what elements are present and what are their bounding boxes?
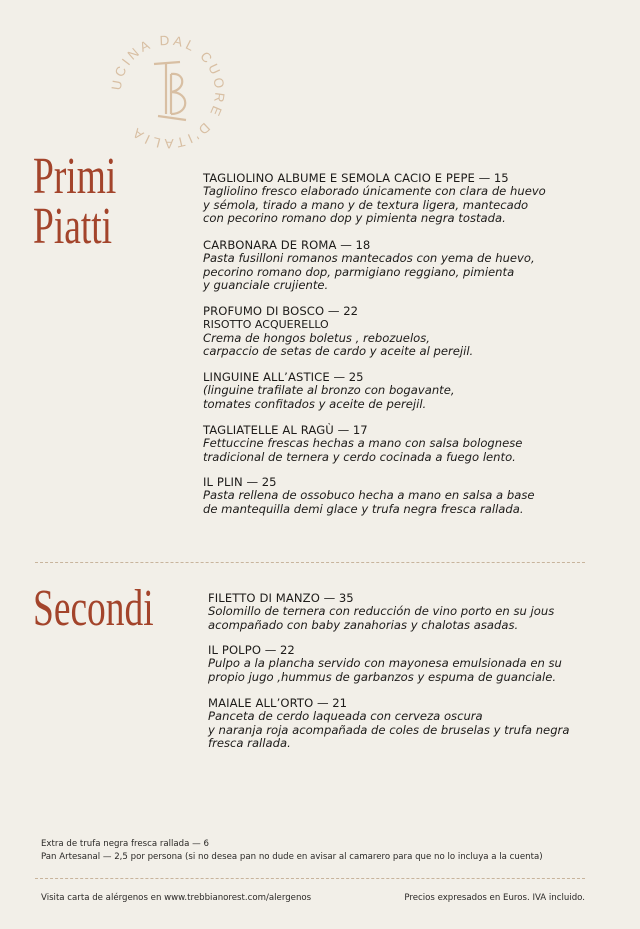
footer-divider [35, 878, 585, 879]
menu-item: FILETTO DI MANZO — 35 Solomillo de ternera con reducción de vino porto en su jous acompañado con baby zanahorias y chalotas asadas. [208, 591, 555, 632]
section-title-secondi: Secondi [33, 580, 154, 637]
menu-item: LINGUINE ALL’ASTICE — 25 (linguine trafilate al bronzo con bogavante, tomates confitados y aceite de perejil. [203, 370, 455, 411]
section-title-primi-piatti: Primi Piatti [33, 148, 117, 255]
svg-text:CUCINA DAL CUORE D'ITALIA [108, 32, 227, 151]
menu-item: IL POLPO — 22 Pulpo a la plancha servido con mayonesa emulsionada en su propio jugo ,hummus de garbanzos y espuma de guanciale. [208, 643, 562, 684]
allergens-link[interactable]: Visita carta de alérgenos en www.trebbianorest.com/alergenos [41, 893, 312, 903]
section-divider [35, 562, 585, 563]
logo-circle-text: UCINA DAL CUORE D'ITALIA [108, 32, 228, 152]
menu-item: PROFUMO DI BOSCO — 22 RISOTTO ACQUERELLO Crema de hongos boletus , rebozuelos, carpaccio de setas de cardo y aceite al perejil. [203, 304, 474, 359]
prices-note: Precios expresados en Euros. IVA incluido. [404, 893, 585, 903]
menu-item: CARBONARA DE ROMA — 18 Pasta fusilloni romanos mantecados con yema de huevo, pecorino romano dop, parmigiano reggiano, pimienta y guanciale crujiente. [203, 238, 535, 293]
restaurant-logo [108, 32, 228, 152]
menu-item: IL PLIN — 25 Pasta rellena de ossobuco hecha a mano en salsa a base de mantequilla demi glace y trufa negra fresca rallada. [203, 475, 535, 516]
extra-truffle-note: Extra de trufa negra fresca rallada — 6 [41, 839, 209, 849]
menu-item: TAGLIOLINO ALBUME E SEMOLA CACIO E PEPE — 15 Tagliolino fresco elaborado únicamente con clara de huevo y sémola, tirado a mano y de textura ligera, mantecado con pecorino romano dop y pimienta negra tostada. [203, 171, 546, 226]
menu-item: TAGLIATELLE AL RAGÙ — 17 Fettuccine frescas hechas a mano con salsa bolognese tradicional de ternera y cerdo cocinada a fuego lento. [203, 423, 523, 464]
menu-item: MAIALE ALL’ORTO — 21 Panceta de cerdo laqueada con cerveza oscura y naranja roja acompañada de coles de bruselas y trufa negra fresca rallada. [208, 696, 570, 751]
monogram-icon [154, 62, 186, 120]
bread-note: Pan Artesanal — 2,5 por persona (si no desea pan no dude en avisar al camarero para que no lo incluya a la cuenta) [41, 852, 543, 862]
